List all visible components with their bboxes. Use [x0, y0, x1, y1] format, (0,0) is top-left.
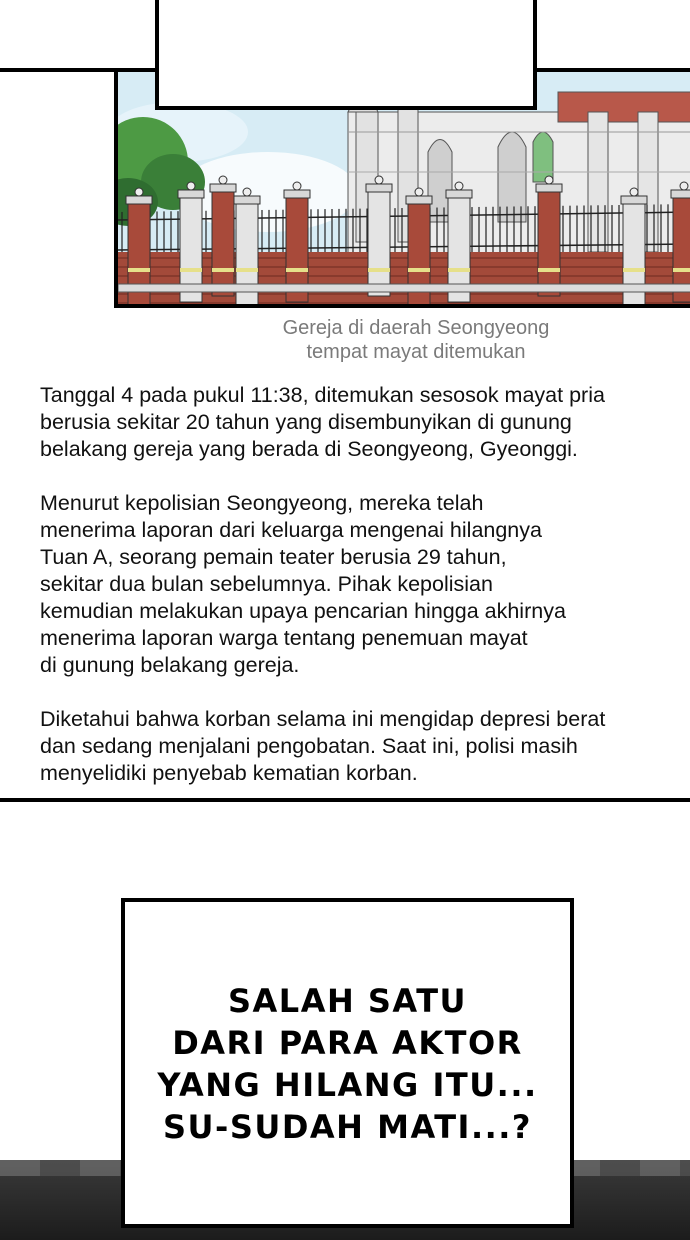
- article-line: dan sedang menjalani pengobatan. Saat ini, polisi masih: [40, 734, 578, 758]
- article-line: Diketahui bahwa korban selama ini mengidap depresi berat: [40, 707, 606, 731]
- article-line: menyelidiki penyebab kematian korban.: [40, 761, 418, 785]
- article-line: berusia sekitar 20 tahun yang disembunyikan di gunung: [40, 410, 572, 434]
- brick-wall: [118, 252, 690, 308]
- shout-line-1: SALAH SATU: [227, 982, 468, 1020]
- caption-line-1: Gereja di daerah Seongyeong: [282, 317, 550, 339]
- article-paragraph-1: [40, 382, 680, 463]
- article-paragraph-2: [40, 490, 680, 679]
- article-line: Tanggal 4 pada pukul 11:38, ditemukan sesosok mayat pria: [40, 383, 605, 407]
- article-line: Menurut kepolisian Seongyeong, mereka telah: [40, 491, 484, 515]
- empty-speech-box: [155, 0, 537, 110]
- panel-divider: [0, 798, 690, 802]
- article-line: Tuan A, seorang pemain teater berusia 29 tahun,: [40, 545, 507, 569]
- shout-line-4: SU-SUDAH MATI...?: [163, 1108, 532, 1146]
- caption-line-2: tempat mayat ditemukan: [306, 341, 526, 363]
- panel-border-left: [0, 68, 118, 72]
- shout-line-3: YANG HILANG ITU...: [157, 1066, 538, 1104]
- article-line: menerima laporan warga tentang penemuan mayat: [40, 626, 528, 650]
- article-line: di gunung belakang gereja.: [40, 653, 300, 677]
- image-caption: [200, 316, 632, 364]
- article-paragraph-3: [40, 706, 680, 787]
- article-line: sekitar dua bulan sebelumnya. Pihak kepolisian: [40, 572, 493, 596]
- article-line: menerima laporan dari keluarga mengenai hilangnya: [40, 518, 542, 542]
- article-line: kemudian melakukan upaya pencarian hingga akhirnya: [40, 599, 566, 623]
- article-line: belakang gereja yang berada di Seongyeong, Gyeonggi.: [40, 437, 578, 461]
- shout-line-2: DARI PARA AKTOR: [172, 1024, 523, 1062]
- shout-text: [125, 980, 570, 1148]
